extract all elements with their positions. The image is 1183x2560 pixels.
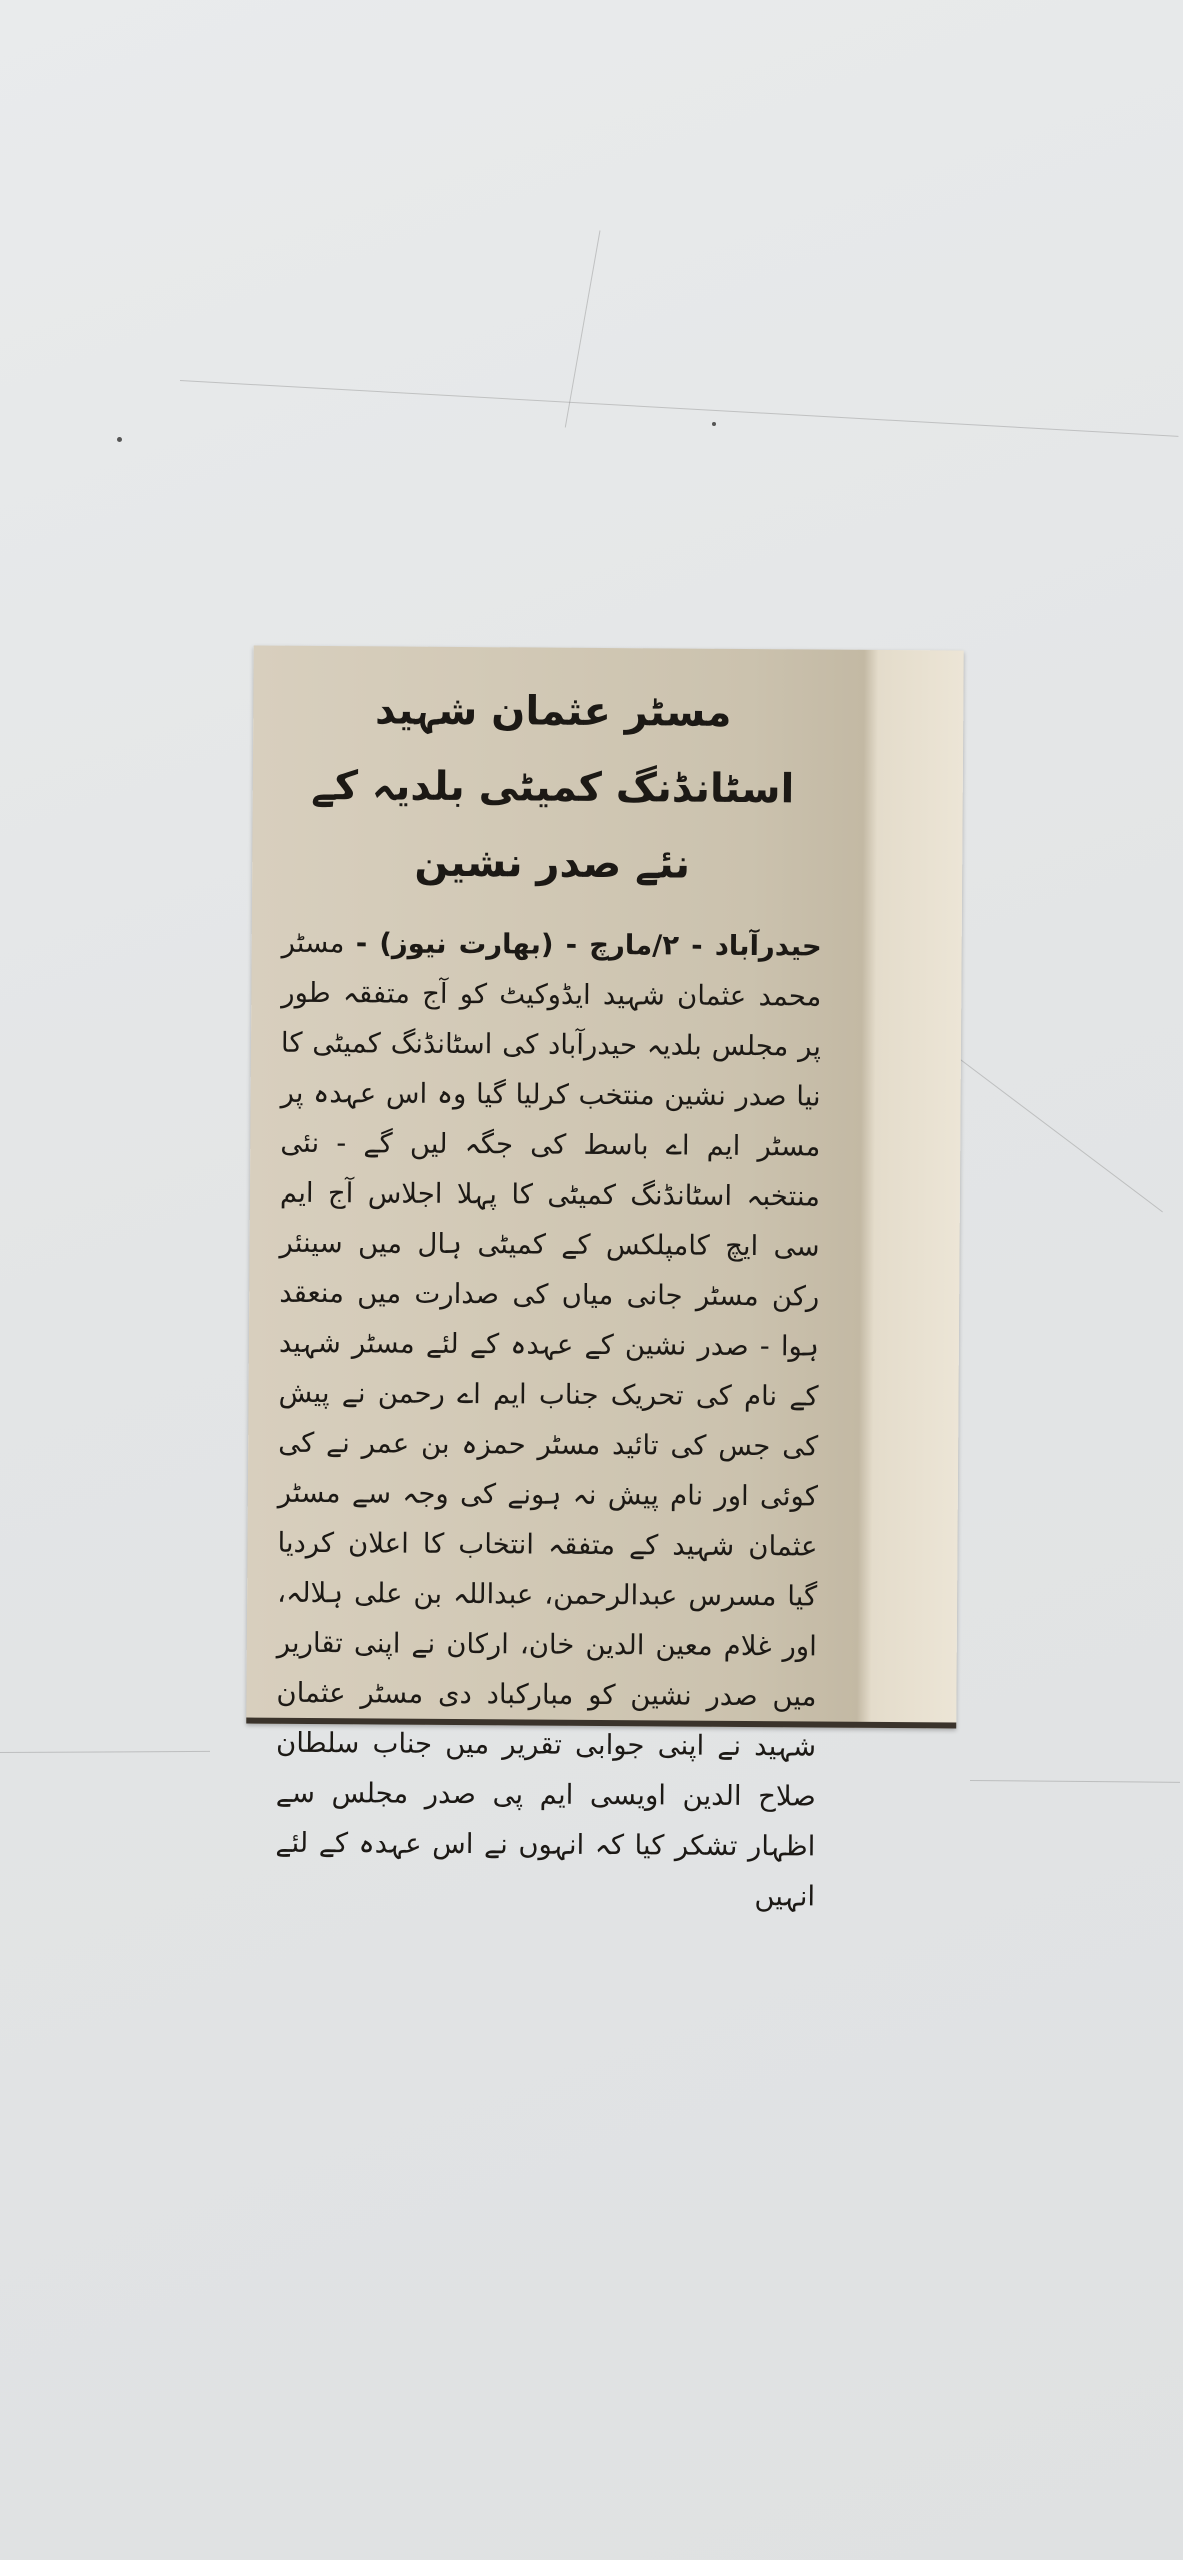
- desk-scratch: [180, 380, 1178, 437]
- desk-scratch: [565, 230, 601, 427]
- desk-scratch: [955, 1055, 1163, 1212]
- desk-speck: [712, 422, 716, 426]
- article-dateline: حیدرآباد - ۲/مارچ - (بھارت نیوز) -: [355, 927, 822, 963]
- desk-scratch: [0, 1751, 210, 1753]
- article-body-text: مسٹر محمد عثمان شہید ایڈوکیٹ کو آج متفقہ طور پر مجلس بلدیہ حیدرآباد کی اسٹانڈنگ کمیٹی کا نیا صدر نشین منتخب کرلیا گیا وہ اس عہدہ پر مسٹر ایم اے باسط کی جگہ لیں گے - نئی منتخبہ اسٹانڈنگ کمیٹی کا پہلا اجلاس آج ایم سی ایچ کامپلکس کے کمیٹی ہال میں سینئر رکن مسٹر جانی میاں کی صدارت میں منعقد ہوا - صدر نشین کے عہدہ کے لئے مسٹر شہید کے نام کی تحریک جناب ایم اے رحمن نے پیش کی جس کی تائید مسٹر حمزہ بن عمر نے کی کوئی اور نام پیش نہ ہونے کی وجہ سے مسٹر عثمان شہید کے متفقہ انتخاب کا اعلان کردیا گیا مسرس عبدالرحمن، عبداللہ بن علی ہلالہ، اور غلام معین الدین خان، ارکان نے اپنی تقاریر میں صدر نشین کو مبارکباد دی مسٹر عثمان شہید نے اپنی جوابی تقریر میں جناب سلطان صلاح الدین اویسی ایم پی صدر مجلس سے اظہار تشکر کیا کہ انہوں نے اس عہدہ کے لئے انہیں: [275, 926, 822, 1913]
- article-headline: مسٹر عثمان شہید اسٹانڈنگ کمیٹی بلدیہ کے نئے صدر نشین: [311, 687, 795, 888]
- article-body: [275, 918, 822, 1922]
- desk-speck: [117, 437, 122, 442]
- newspaper-clipping: [246, 646, 964, 1913]
- article-column: [275, 672, 824, 1922]
- desk-scratch: [970, 1780, 1180, 1783]
